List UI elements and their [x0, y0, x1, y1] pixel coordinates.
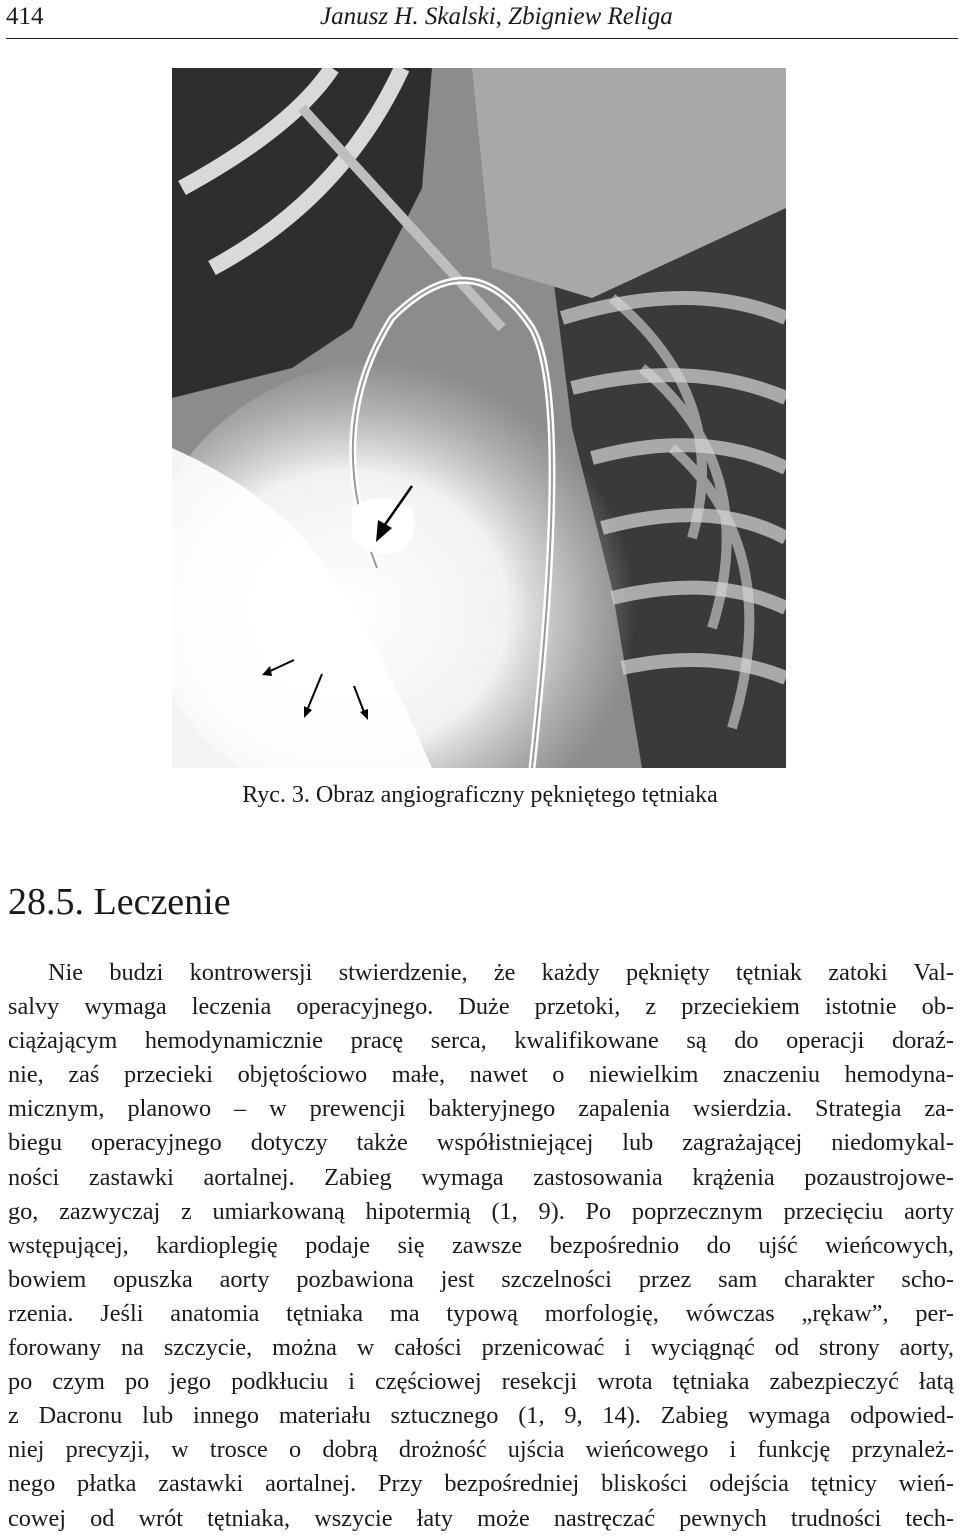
text-line: biegu operacyjnego dotyczy także współistniejącej lub zagrażającej niedomykal- [8, 1129, 954, 1157]
text-line: micznym, planowo – w prewencji bakteryjnego zapalenia wsierdzia. Strategia za- [8, 1095, 954, 1123]
text-line: ciążającym hemodynamicznie pracę serca, kwalifikowane są do operacji doraź- [8, 1027, 954, 1055]
figure-caption: Ryc. 3. Obraz angiograficzny pękniętego tętniaka [242, 782, 718, 808]
page-header [6, 0, 958, 39]
section-heading: 28.5. Leczenie [8, 881, 231, 923]
text-line: po czym po jego podkłuciu i częściowej resekcji wrota tętniaka zabezpieczyć łatą [8, 1368, 954, 1396]
angiogram-figure [172, 68, 786, 768]
text-line: Nie budzi kontrowersji stwierdzenie, że każdy pęknięty tętniak zatoki Val- [48, 959, 954, 986]
text-line: wstępującej, kardioplegię podaje się zawsze bezpośrednio do ujść wieńcowych, [8, 1231, 954, 1259]
text-line: nie, zaś przecieki objętościowo małe, nawet o niewielkim znaczeniu hemodyna- [8, 1061, 954, 1089]
text-line: salvy wymaga leczenia operacyjnego. Duże przetoki, z przeciekiem istotnie ob- [8, 993, 954, 1021]
text-line: niej precyzji, w trosce o dobrą drożność ujścia wieńcowego i funkcję przynależ- [8, 1436, 954, 1464]
text-line: ności zastawki aortalnej. Zabieg wymaga zastosowania krążenia pozaustrojowe- [8, 1163, 954, 1191]
text-line: forowany na szczycie, można w całości przenicować i wyciągnąć od strony aorty, [8, 1334, 954, 1362]
text-line: cowej od wrót tętniaka, wszycie łaty może nastręczać pewnych trudności tech- [8, 1504, 954, 1532]
text-line: go, zazwyczaj z umiarkowaną hipotermią (1, 9). Po poprzecznym przecięciu aorty [8, 1197, 954, 1225]
text-line: z Dacronu lub innego materiału sztucznego (1, 9, 14). Zabieg wymaga odpowied- [8, 1402, 954, 1430]
text-line: nego płatka zastawki aortalnej. Przy bezpośredniej bliskości odejścia tętnicy wień- [8, 1470, 954, 1498]
page-number: 414 [6, 3, 44, 30]
text-line: rzenia. Jeśli anatomia tętniaka ma typową morfologię, wówczas „rękaw”, per- [8, 1299, 954, 1327]
body-paragraph [8, 956, 954, 1536]
running-head: Janusz H. Skalski, Zbigniew Religa [320, 3, 673, 30]
text-line: bowiem opuszka aorty pozbawiona jest szczelności przez sam charakter scho- [8, 1265, 954, 1293]
